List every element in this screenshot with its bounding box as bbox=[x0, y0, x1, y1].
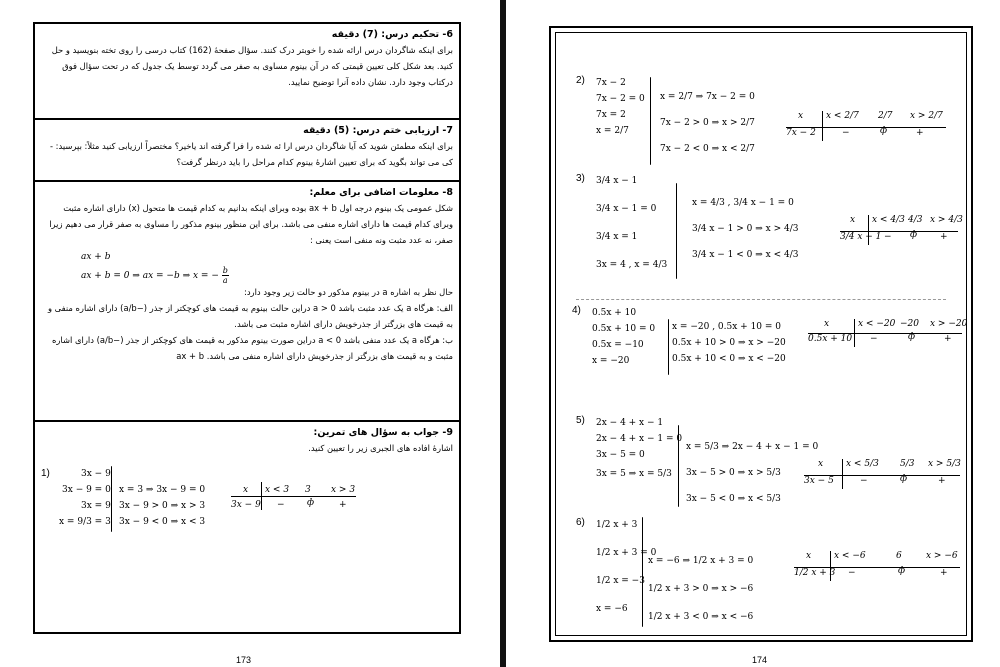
exercise-1-sign-table bbox=[231, 482, 361, 522]
exercise-4-step: 0.5x + 10 = 0 bbox=[592, 324, 656, 334]
exercise-4-step: 0.5x + 10 bbox=[592, 308, 637, 318]
exercise-6-case: x = −6 ⇒ 1/2 x + 3 = 0 bbox=[648, 556, 754, 566]
table-header-left: x < 5/3 bbox=[846, 459, 879, 469]
table-row-label: 3/4 x − 1 bbox=[840, 232, 882, 242]
exercise-2-steps bbox=[596, 75, 645, 139]
exercise-6-step: 1/2 x = −3 bbox=[596, 576, 645, 586]
page-number-right: 174 bbox=[752, 655, 768, 665]
table-root-marker: ф bbox=[910, 230, 918, 240]
exercise-4-label: 4) bbox=[572, 305, 581, 316]
exercise-4-step: 0.5x = −10 bbox=[592, 340, 644, 350]
section-7-title: 7- ارزیابی ختم درس: (5) دقیقه bbox=[303, 125, 453, 136]
section-8-text1: شکل عمومی یک بینوم درجه اول ax + b بوده وبرای اینکه بدانیم به کدام قیمت ها متحول (x) دارای اشاره مثبت وبرای کدام قیمت ها دارای اشاره منفی می باشد. برای این منظور بینوم مذکور را مساوی به صفر قرار می دهیم زیرا صفر، نه عدد مثبت ونه منفی است یعنی : bbox=[49, 203, 453, 245]
math-root-num: b bbox=[222, 266, 228, 275]
exercise-1-step: 3x − 9 bbox=[81, 469, 111, 479]
section-8-case-a: الف: هرگاه a یک عدد مثبت باشد a > 0 دراین حالت بینوم به قیمت های کوچکتر از جذر (−a/b) دارای اشاره منفی و به قیمت های بزرگتر از جذرخویش دارای اشاره مثبت می باشد. bbox=[47, 303, 453, 329]
section-6-title: 6- تحکیم درس: (7) دقیقه bbox=[331, 29, 453, 40]
table-sign-positive: + bbox=[938, 476, 946, 486]
section-7-text: برای اینکه مطمئن شوید که آیا شاگردان درس ارا ئه شده را فرا گرفته اند یاخیر؟ مختصراً ارزیابی کنید مثلاً: بپرسید: - کی می تواند بگوید که برای تعیین اشارهٔ بینوم کدام مراحل را باید درنظر گرفت؟ bbox=[49, 141, 453, 167]
separator bbox=[576, 299, 946, 300]
exercise-6-sign-table bbox=[794, 551, 964, 591]
exercise-3-step: 3/4 x − 1 bbox=[596, 176, 638, 186]
exercise-5-sign-table bbox=[804, 459, 964, 499]
exercise-6-step: 1/2 x + 3 bbox=[596, 520, 638, 530]
exercise-3-case: 3/4 x − 1 < 0 ⇒ x < 4/3 bbox=[692, 250, 799, 260]
exercise-2-label: 2) bbox=[576, 75, 585, 86]
math-root-derivation bbox=[41, 266, 453, 284]
table-row-label: 3x − 5 bbox=[804, 476, 834, 486]
table-header-root: 2/7 bbox=[878, 111, 893, 121]
table-root-marker: ф bbox=[908, 332, 916, 342]
table-sign-negative: − bbox=[870, 334, 878, 344]
section-9-title: 9- جواب به سؤال های تمرین: bbox=[313, 427, 453, 438]
exercise-2-case: x = 2/7 ⇒ 7x − 2 = 0 bbox=[660, 92, 755, 102]
table-header-right: x > 5/3 bbox=[928, 459, 961, 469]
section-8-case-b: ب: هرگاه a یک عدد منفی باشد a < 0 دراین صورت بینوم مذکور به قیمت های کوچکتر از جذر (−a/b) دارای اشاره مثبت و به قیمت های بزرگتر از جذرخویش دارای اشاره منفی می باشد. ax + b bbox=[51, 335, 453, 361]
table-sign-positive: + bbox=[940, 232, 948, 242]
exercise-5-brace bbox=[678, 425, 679, 507]
exercise-5-step: 2x − 4 + x − 1 bbox=[596, 418, 664, 428]
table-header-left: x < 3 bbox=[265, 485, 290, 495]
exercise-2-case: 7x − 2 > 0 ⇒ x > 2/7 bbox=[660, 118, 755, 128]
exercise-6-label: 6) bbox=[576, 517, 585, 528]
exercise-1-brace bbox=[111, 466, 112, 532]
exercise-1-step: 3x − 9 = 0 bbox=[62, 485, 111, 495]
exercise-3-case: x = 4/3 , 3/4 x − 1 = 0 bbox=[692, 198, 794, 208]
table-header-x: x bbox=[798, 111, 804, 121]
table-header-right: x > 2/7 bbox=[910, 111, 943, 121]
table-sign-negative: − bbox=[884, 232, 892, 242]
exercise-5-case: x = 5/3 ⇒ 2x − 4 + x − 1 = 0 bbox=[686, 442, 819, 452]
table-header-x: x bbox=[824, 319, 830, 329]
exercise-6-brace bbox=[642, 517, 643, 627]
section-9-instruction: اشارهٔ افاده های الجبری زیر را تعیین کنید. bbox=[308, 443, 453, 453]
exercise-5-case: 3x − 5 < 0 ⇒ x < 5/3 bbox=[686, 494, 781, 504]
section-9 bbox=[35, 422, 459, 632]
section-8-title: 8- معلومات اضافی برای معلم: bbox=[309, 187, 453, 198]
exercise-1 bbox=[41, 466, 451, 546]
table-header-left: x < −6 bbox=[834, 551, 866, 561]
exercise-6-steps bbox=[596, 517, 656, 621]
exercise-3-step: 3x = 4 , x = 4/3 bbox=[596, 260, 668, 270]
exercise-4 bbox=[572, 305, 968, 385]
exercise-4-brace bbox=[668, 319, 669, 375]
table-header-root: 6 bbox=[896, 551, 902, 561]
exercise-5-step: 3x = 5 ⇒ x = 5/3 bbox=[596, 469, 672, 479]
table-row-label: 3x − 9 bbox=[231, 500, 261, 510]
table-sign-positive: + bbox=[940, 568, 948, 578]
table-header-right: x > 3 bbox=[331, 485, 356, 495]
table-header-right: x > −20 bbox=[930, 319, 968, 329]
table-header-root: −20 bbox=[900, 319, 919, 329]
exercise-3 bbox=[576, 173, 966, 283]
table-header-root: 4/3 bbox=[908, 215, 923, 225]
table-header-root: 3 bbox=[305, 485, 311, 495]
exercise-1-case: 3x − 9 < 0 ⇒ x < 3 bbox=[119, 517, 206, 527]
table-sign-negative: − bbox=[860, 476, 868, 486]
section-6-text: برای اینکه شاگردان درس ارائه شده را خوبتر درک کنند. سؤال صفحهٔ (162) کتاب درسی را روی تخته بنویسید و حل کنید. بعد شکل کلی تعیین قیمتی که در آن بینوم مساوی به صفر می گردد توسط یک جدول که در تحت سؤال فوق درکتاب وجود دارد. نشان داده آنرا توضیح نمایید. bbox=[51, 45, 453, 87]
exercise-6-case: 1/2 x + 3 > 0 ⇒ x > −6 bbox=[648, 584, 754, 594]
page-number-left: 173 bbox=[236, 655, 252, 665]
section-7 bbox=[35, 120, 459, 182]
math-root-den: a bbox=[222, 276, 228, 285]
table-row-label: 0.5x + 10 bbox=[808, 334, 853, 344]
exercise-1-case: 3x − 9 > 0 ⇒ x > 3 bbox=[119, 501, 206, 511]
exercise-4-steps bbox=[592, 305, 655, 369]
table-root-marker: ф bbox=[880, 126, 888, 136]
exercise-4-step: x = −20 bbox=[592, 356, 630, 366]
exercise-3-sign-table bbox=[840, 215, 970, 255]
exercise-6-step: x = −6 bbox=[596, 604, 628, 614]
right-content-frame bbox=[549, 26, 973, 642]
exercise-3-step: 3/4 x − 1 = 0 bbox=[596, 204, 657, 214]
exercise-2-step: 7x = 2 bbox=[596, 110, 626, 120]
exercise-1-case: x = 3 ⇒ 3x − 9 = 0 bbox=[119, 485, 206, 495]
table-sign-negative: − bbox=[277, 500, 285, 510]
table-header-x: x bbox=[806, 551, 812, 561]
exercise-3-label: 3) bbox=[576, 173, 585, 184]
table-header-left: x < −20 bbox=[858, 319, 896, 329]
math-ax-plus-b: ax + b bbox=[81, 252, 111, 262]
exercise-2-step: 7x − 2 bbox=[596, 78, 626, 88]
section-8-text2: حال نظر به اشاره a در بینوم مذکور دو حالت زیر وجود دارد: bbox=[244, 287, 453, 297]
section-8 bbox=[35, 182, 459, 422]
table-header-left: x < 2/7 bbox=[826, 111, 859, 121]
exercise-5-case: 3x − 5 > 0 ⇒ x > 5/3 bbox=[686, 468, 781, 478]
exercise-5-step: 3x − 5 = 0 bbox=[596, 450, 645, 460]
table-header-x: x bbox=[850, 215, 856, 225]
exercise-2-case: 7x − 2 < 0 ⇒ x < 2/7 bbox=[660, 144, 755, 154]
exercise-4-case: 0.5x + 10 < 0 ⇒ x < −20 bbox=[672, 354, 786, 364]
exercise-6 bbox=[576, 517, 966, 633]
exercise-1-step: x = 9/3 = 3 bbox=[59, 517, 111, 527]
table-row-label: 1/2 x + 3 bbox=[794, 568, 836, 578]
exercise-3-case: 3/4 x − 1 > 0 ⇒ x > 4/3 bbox=[692, 224, 799, 234]
exercise-6-case: 1/2 x + 3 < 0 ⇒ x < −6 bbox=[648, 612, 754, 622]
exercise-4-sign-table bbox=[808, 319, 968, 359]
table-header-right: x > −6 bbox=[926, 551, 958, 561]
table-root-marker: ф bbox=[898, 566, 906, 576]
exercise-5-step: 2x − 4 + x − 1 = 0 bbox=[596, 434, 683, 444]
exercise-2-brace bbox=[650, 77, 651, 165]
right-inner-frame bbox=[555, 32, 967, 636]
table-sign-negative: − bbox=[848, 568, 856, 578]
math-root-lhs: ax + b = 0 ⇒ ax = −b ⇒ x = − bbox=[81, 271, 219, 281]
exercise-3-steps bbox=[596, 173, 667, 281]
exercise-4-case: 0.5x + 10 > 0 ⇒ x > −20 bbox=[672, 338, 786, 348]
exercise-2-sign-table bbox=[786, 111, 956, 151]
book-spine bbox=[500, 0, 506, 667]
exercise-4-case: x = −20 , 0.5x + 10 = 0 bbox=[672, 322, 782, 332]
table-sign-negative: − bbox=[842, 128, 850, 138]
table-header-x: x bbox=[818, 459, 824, 469]
table-sign-positive: + bbox=[916, 128, 924, 138]
exercise-5 bbox=[576, 415, 966, 515]
table-row-label: 7x − 2 bbox=[786, 128, 816, 138]
table-header-x: x bbox=[243, 485, 249, 495]
table-sign-positive: + bbox=[339, 500, 347, 510]
exercise-5-steps bbox=[596, 415, 682, 485]
exercise-2-step: x = 2/7 bbox=[596, 126, 629, 136]
exercise-1-steps bbox=[59, 466, 111, 530]
table-root-marker: ф bbox=[900, 474, 908, 484]
table-header-root: 5/3 bbox=[900, 459, 915, 469]
math-root-fraction bbox=[222, 266, 229, 285]
table-root-marker: ф bbox=[307, 498, 315, 508]
exercise-2 bbox=[576, 75, 966, 171]
exercise-5-label: 5) bbox=[576, 415, 585, 426]
table-header-left: x < 4/3 bbox=[872, 215, 905, 225]
exercise-3-brace bbox=[676, 183, 677, 279]
exercise-1-step: 3x = 9 bbox=[81, 501, 111, 511]
exercise-2-step: 7x − 2 = 0 bbox=[596, 94, 645, 104]
exercise-3-step: 3/4 x = 1 bbox=[596, 232, 638, 242]
table-sign-positive: + bbox=[944, 334, 952, 344]
exercise-6-step: 1/2 x + 3 = 0 bbox=[596, 548, 657, 558]
left-content-frame bbox=[33, 22, 461, 634]
table-header-right: x > 4/3 bbox=[930, 215, 963, 225]
section-6 bbox=[35, 24, 459, 120]
exercise-1-label: 1) bbox=[41, 468, 50, 479]
